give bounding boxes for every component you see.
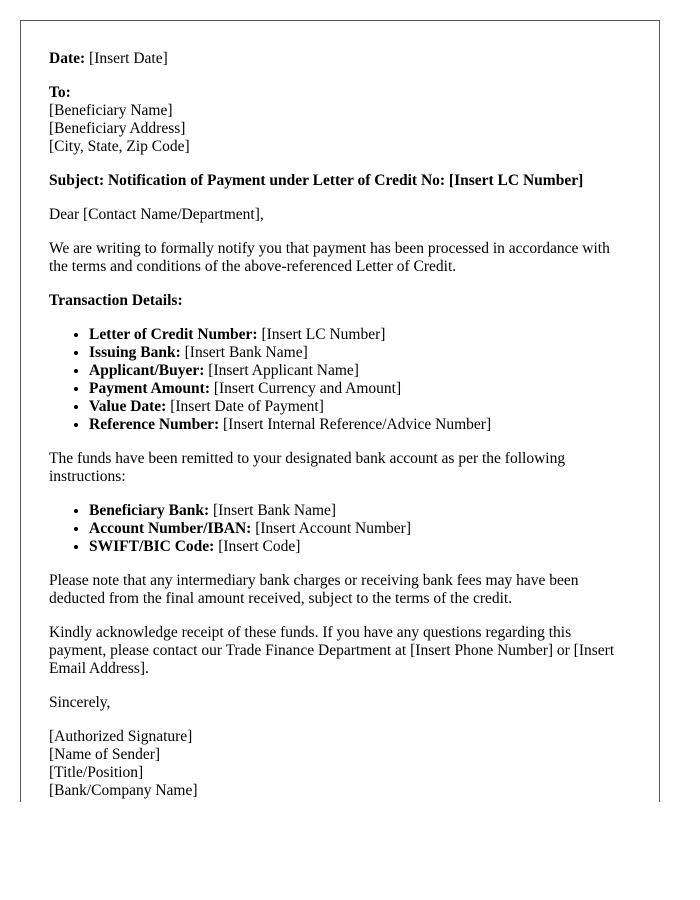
signature-block (49, 728, 631, 800)
list-item (89, 362, 631, 380)
recipient-city: [City, State, Zip Code] (49, 138, 190, 155)
item-value: [Insert Bank Name] (209, 502, 337, 519)
item-label: Reference Number: (89, 416, 220, 433)
item-value: [Insert Bank Name] (180, 344, 308, 361)
sender-title-line: [Title/Position] (49, 764, 144, 781)
list-item (89, 344, 631, 362)
item-value: [Insert Internal Reference/Advice Number] (219, 416, 492, 433)
sender-company-line: [Bank/Company Name] (49, 782, 198, 799)
recipient-label: To: (49, 84, 71, 101)
list-item (89, 398, 631, 416)
closing-line: Sincerely, (49, 694, 111, 711)
item-label: Beneficiary Bank: (89, 502, 210, 519)
item-label: Payment Amount: (89, 380, 210, 397)
list-item (89, 520, 631, 538)
subject-line (49, 172, 631, 190)
item-label: Value Date: (89, 398, 167, 415)
recipient-address: [Beneficiary Address] (49, 120, 186, 137)
item-value: [Insert Applicant Name] (204, 362, 359, 379)
recipient-block (49, 84, 631, 156)
signature-line: [Authorized Signature] (49, 728, 193, 745)
list-item (89, 538, 631, 556)
item-label: SWIFT/BIC Code: (89, 538, 215, 555)
item-value: [Insert Account Number] (251, 520, 411, 537)
intro-paragraph: We are writing to formally notify you that payment has been processed in accordance with the terms and conditions of the above-referenced Letter of Credit. (49, 240, 610, 275)
item-label: Account Number/IBAN: (89, 520, 252, 537)
date-line (49, 50, 631, 68)
transaction-details-list (49, 326, 631, 434)
remittance-paragraph: The funds have been remitted to your designated bank account as per the following instructions: (49, 450, 566, 485)
salutation: Dear [Contact Name/Department], (49, 206, 264, 223)
bank-instructions-list (49, 502, 631, 556)
date-value: [Insert Date] (85, 50, 168, 67)
transaction-heading-text: Transaction Details: (49, 292, 183, 309)
item-label: Issuing Bank: (89, 344, 181, 361)
item-value: [Insert Code] (214, 538, 301, 555)
charges-note-paragraph: Please note that any intermediary bank charges or receiving bank fees may have been deducted from the final amount received, subject to the terms of the credit. (49, 572, 579, 607)
item-value: [Insert Currency and Amount] (209, 380, 402, 397)
item-value: [Insert LC Number] (257, 326, 386, 343)
acknowledge-paragraph: Kindly acknowledge receipt of these funds. If you have any questions regarding this payment, please contact our Trade Finance Department at [Insert Phone Number] or [Insert Email Address]. (49, 624, 615, 677)
item-value: [Insert Date of Payment] (166, 398, 324, 415)
item-label: Applicant/Buyer: (89, 362, 205, 379)
sender-name-line: [Name of Sender] (49, 746, 161, 763)
list-item (89, 326, 631, 344)
list-item (89, 380, 631, 398)
date-label: Date: (49, 50, 86, 67)
subject-text: Subject: Notification of Payment under Letter of Credit No: [Insert LC Number] (49, 172, 584, 189)
transaction-heading (49, 292, 631, 310)
list-item (89, 502, 631, 520)
letter-page (20, 20, 660, 802)
item-label: Letter of Credit Number: (89, 326, 258, 343)
recipient-name: [Beneficiary Name] (49, 102, 173, 119)
list-item (89, 416, 631, 434)
